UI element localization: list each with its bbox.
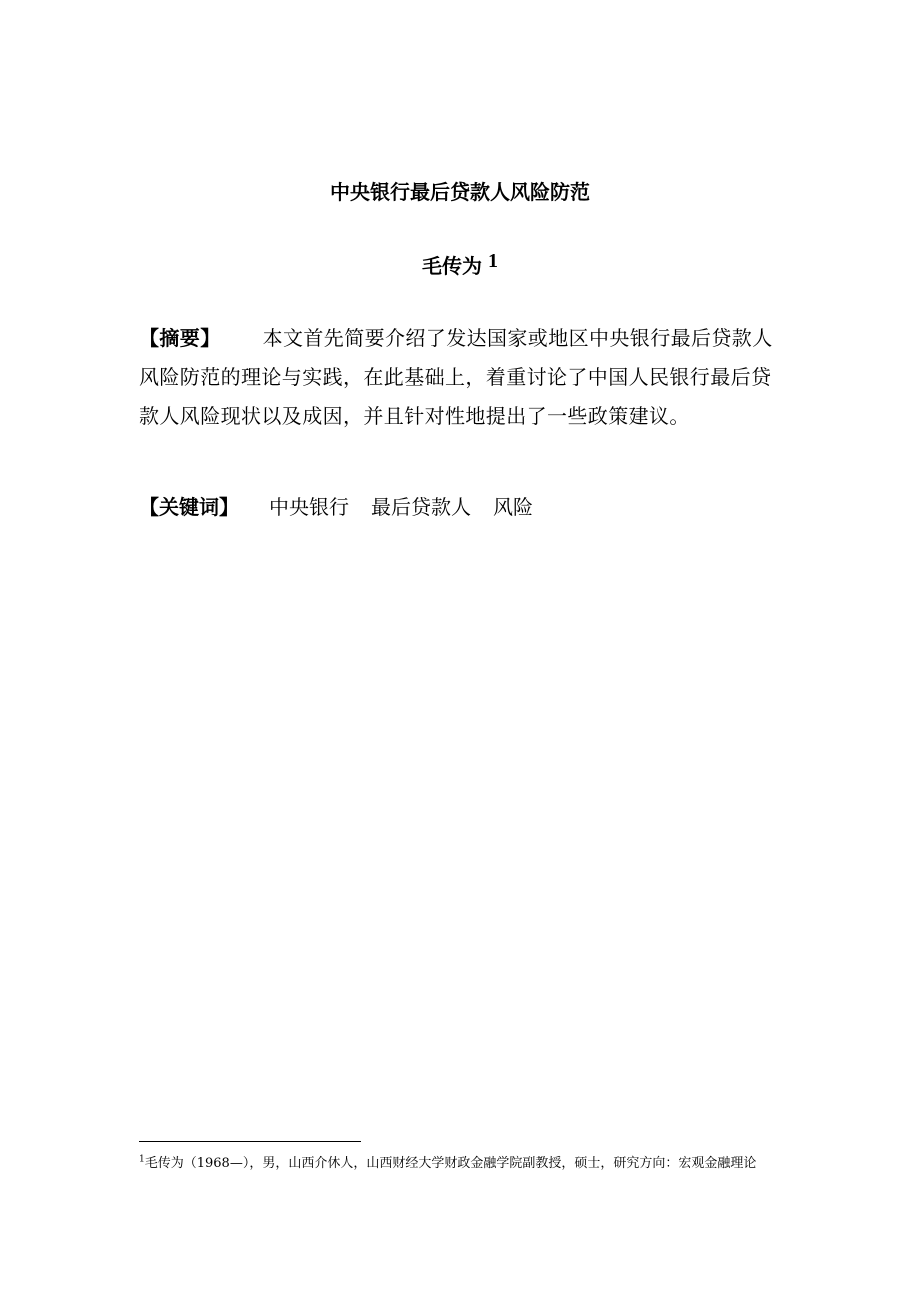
paper-title: 中央银行最后贷款人风险防范 [330, 180, 590, 204]
keywords-label: 【关键词】 [139, 495, 239, 519]
abstract-text: 本文首先简要介绍了发达国家或地区中央银行最后贷款人风险防范的理论与实践，在此基础上，着重讨论了中国人民银行最后贷款人风险现状以及成因，并且针对性地提出了一些政策建议。 [139, 326, 773, 428]
footnote-mark: 1 [139, 1154, 145, 1165]
author-name: 毛传为 [422, 254, 482, 278]
author-footnote-mark: 1 [488, 250, 498, 272]
author-line [0, 250, 920, 279]
footnote-divider [139, 1141, 361, 1142]
keyword-item: 中央银行 [269, 495, 349, 519]
abstract-label: 【摘要】 [139, 326, 221, 350]
keyword-item: 最后贷款人 [371, 495, 471, 519]
keyword-item: 风险 [493, 495, 533, 519]
footnote-text: 毛传为（1968—），男，山西介休人，山西财经大学财政金融学院副教授，硕士，研究方向：宏观金融理论 [144, 1156, 757, 1171]
footnote [139, 1154, 787, 1173]
abstract-paragraph [139, 319, 787, 436]
keywords-line [139, 492, 533, 522]
